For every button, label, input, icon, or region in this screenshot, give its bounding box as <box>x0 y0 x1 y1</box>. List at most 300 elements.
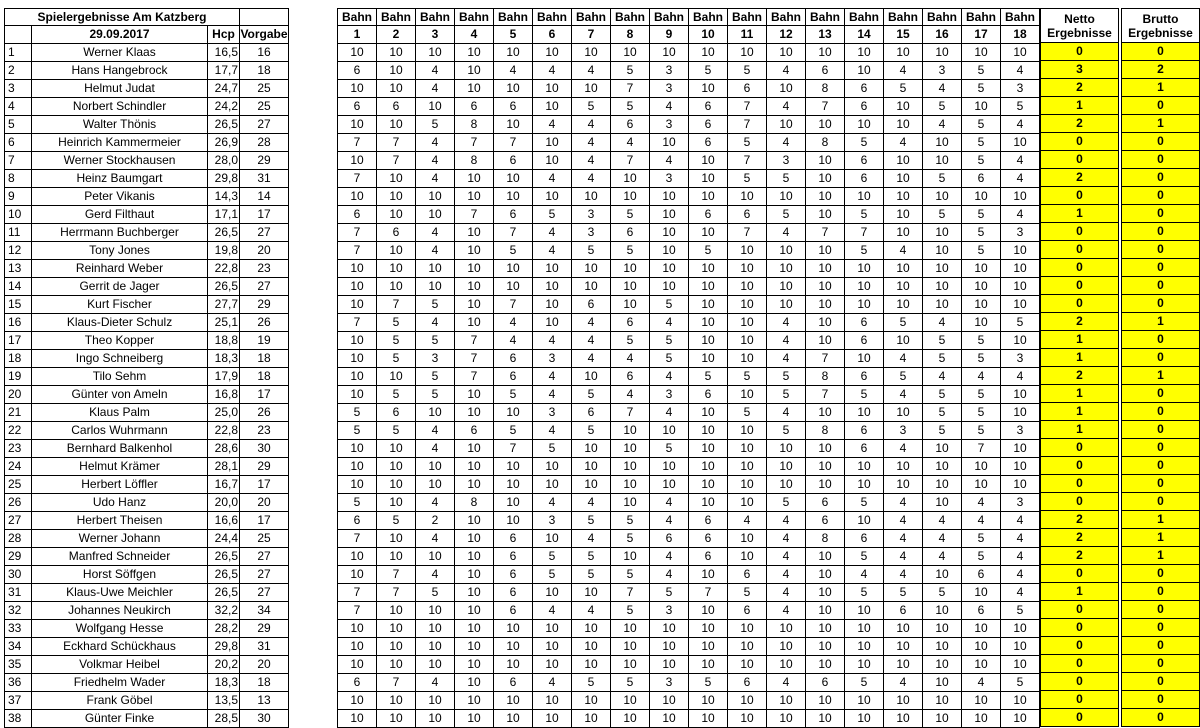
result-row <box>1041 313 1200 331</box>
hole-score: 4 <box>650 98 689 116</box>
player-hcp: 27,7 <box>208 296 240 314</box>
player-hcp: 16,5 <box>208 44 240 62</box>
hole-score: 10 <box>962 584 1001 602</box>
column-gap <box>289 188 338 206</box>
hole-score: 7 <box>338 134 377 152</box>
hole-score: 10 <box>611 170 650 188</box>
hole-score: 5 <box>611 242 650 260</box>
netto-result: 1 <box>1041 583 1119 601</box>
hole-score: 5 <box>1001 98 1040 116</box>
hole-score: 10 <box>494 44 533 62</box>
bahn-header: Bahn <box>611 9 650 26</box>
column-gap <box>289 368 338 386</box>
hole-score: 10 <box>338 566 377 584</box>
hole-score: 10 <box>689 260 728 278</box>
hole-number-header: 9 <box>650 26 689 44</box>
hole-score: 10 <box>416 188 455 206</box>
hole-score: 10 <box>884 476 923 494</box>
player-hcp: 26,5 <box>208 566 240 584</box>
player-hcp: 29,8 <box>208 170 240 188</box>
hole-score: 10 <box>689 314 728 332</box>
hole-number-header: 2 <box>377 26 416 44</box>
hole-score: 4 <box>923 512 962 530</box>
hole-score: 5 <box>377 350 416 368</box>
brutto-result: 2 <box>1122 61 1200 79</box>
results-table <box>1040 8 1200 727</box>
column-gap <box>289 422 338 440</box>
hole-score: 3 <box>923 62 962 80</box>
hole-score: 10 <box>884 260 923 278</box>
hole-score: 10 <box>884 638 923 656</box>
result-row <box>1041 43 1200 61</box>
player-row <box>5 404 1040 422</box>
hole-score: 5 <box>611 98 650 116</box>
hole-score: 6 <box>845 368 884 386</box>
hole-score: 6 <box>494 152 533 170</box>
hole-score: 5 <box>728 368 767 386</box>
hole-score: 4 <box>923 368 962 386</box>
hole-score: 10 <box>962 98 1001 116</box>
hole-score: 5 <box>962 62 1001 80</box>
column-gap <box>289 404 338 422</box>
player-number: 32 <box>5 602 32 620</box>
player-hcp: 24,2 <box>208 98 240 116</box>
hole-score: 10 <box>806 584 845 602</box>
hole-score: 10 <box>689 332 728 350</box>
hole-score: 6 <box>845 170 884 188</box>
hole-score: 8 <box>806 134 845 152</box>
result-row <box>1041 241 1200 259</box>
player-row <box>5 242 1040 260</box>
hole-score: 10 <box>338 692 377 710</box>
hole-score: 5 <box>962 332 1001 350</box>
hole-score: 4 <box>533 170 572 188</box>
player-number: 14 <box>5 278 32 296</box>
column-gap <box>289 530 338 548</box>
hole-score: 6 <box>338 674 377 692</box>
hole-score: 6 <box>845 152 884 170</box>
hole-score: 6 <box>377 98 416 116</box>
player-hcp: 19,8 <box>208 242 240 260</box>
player-number: 17 <box>5 332 32 350</box>
result-row <box>1041 223 1200 241</box>
hole-score: 4 <box>416 314 455 332</box>
player-number: 31 <box>5 584 32 602</box>
hole-score: 5 <box>728 584 767 602</box>
player-vorgabe: 27 <box>240 584 289 602</box>
hole-score: 5 <box>845 548 884 566</box>
brutto-result: 0 <box>1122 565 1200 583</box>
hole-score: 10 <box>1001 440 1040 458</box>
hole-score: 10 <box>845 476 884 494</box>
hole-score: 5 <box>650 296 689 314</box>
hole-score: 10 <box>416 602 455 620</box>
netto-result: 0 <box>1041 637 1119 655</box>
player-row <box>5 188 1040 206</box>
brutto-result: 0 <box>1122 277 1200 295</box>
hole-score: 5 <box>923 404 962 422</box>
hole-score: 10 <box>1001 476 1040 494</box>
hole-score: 6 <box>650 530 689 548</box>
hole-score: 10 <box>494 80 533 98</box>
hole-score: 5 <box>962 422 1001 440</box>
hole-score: 4 <box>1001 368 1040 386</box>
hole-score: 4 <box>923 548 962 566</box>
netto-result: 0 <box>1041 133 1119 151</box>
result-row <box>1041 151 1200 169</box>
hole-score: 10 <box>494 710 533 728</box>
hole-score: 10 <box>884 620 923 638</box>
hole-score: 6 <box>845 332 884 350</box>
hole-score: 6 <box>806 62 845 80</box>
hole-score: 5 <box>338 494 377 512</box>
player-vorgabe: 25 <box>240 530 289 548</box>
hole-score: 5 <box>611 602 650 620</box>
hole-score: 10 <box>533 44 572 62</box>
player-row <box>5 584 1040 602</box>
netto-result: 0 <box>1041 565 1119 583</box>
header-row-1 <box>5 9 1040 26</box>
player-vorgabe: 17 <box>240 476 289 494</box>
hole-score: 10 <box>806 206 845 224</box>
player-vorgabe: 25 <box>240 98 289 116</box>
hole-score: 10 <box>884 692 923 710</box>
hole-score: 10 <box>845 296 884 314</box>
hole-score: 8 <box>806 422 845 440</box>
hole-score: 5 <box>572 566 611 584</box>
brutto-header-line-2: Ergebnisse <box>1128 25 1193 40</box>
hole-score: 10 <box>650 620 689 638</box>
hole-score: 4 <box>533 332 572 350</box>
hole-score: 10 <box>494 170 533 188</box>
hole-score: 6 <box>689 98 728 116</box>
hole-score: 6 <box>689 548 728 566</box>
hole-score: 10 <box>1001 296 1040 314</box>
hole-score: 10 <box>650 134 689 152</box>
hole-score: 5 <box>962 350 1001 368</box>
result-row <box>1041 61 1200 79</box>
netto-result: 0 <box>1041 673 1119 691</box>
brutto-result: 0 <box>1122 691 1200 709</box>
hole-score: 5 <box>962 548 1001 566</box>
hole-score: 10 <box>533 692 572 710</box>
hole-score: 6 <box>845 314 884 332</box>
header-vorgabe: Vorgabe <box>240 26 289 44</box>
hole-score: 10 <box>923 278 962 296</box>
hole-score: 10 <box>338 152 377 170</box>
hole-score: 10 <box>806 170 845 188</box>
player-hcp: 26,5 <box>208 116 240 134</box>
hole-score: 6 <box>377 404 416 422</box>
hole-score: 4 <box>533 674 572 692</box>
hole-score: 4 <box>884 512 923 530</box>
hole-score: 10 <box>1001 44 1040 62</box>
hole-score: 3 <box>650 170 689 188</box>
result-row <box>1041 169 1200 187</box>
hole-score: 10 <box>416 458 455 476</box>
player-number: 36 <box>5 674 32 692</box>
hole-score: 7 <box>377 566 416 584</box>
hole-score: 6 <box>806 674 845 692</box>
brutto-result: 0 <box>1122 619 1200 637</box>
hole-score: 4 <box>416 674 455 692</box>
result-row <box>1041 547 1200 565</box>
hole-score: 6 <box>962 566 1001 584</box>
hole-score: 4 <box>767 512 806 530</box>
hole-score: 4 <box>416 494 455 512</box>
hole-score: 6 <box>689 530 728 548</box>
column-gap <box>289 224 338 242</box>
brutto-result: 0 <box>1122 583 1200 601</box>
hole-score: 10 <box>884 296 923 314</box>
netto-header <box>1041 9 1119 43</box>
hole-score: 4 <box>767 350 806 368</box>
hole-score: 10 <box>533 152 572 170</box>
hole-score: 10 <box>377 260 416 278</box>
hole-score: 10 <box>767 44 806 62</box>
player-number: 21 <box>5 404 32 422</box>
hole-score: 5 <box>923 584 962 602</box>
hole-score: 10 <box>494 188 533 206</box>
player-number: 4 <box>5 98 32 116</box>
hole-score: 5 <box>728 170 767 188</box>
hole-score: 6 <box>806 512 845 530</box>
brutto-result: 0 <box>1122 187 1200 205</box>
hole-score: 4 <box>416 566 455 584</box>
player-hcp: 20,0 <box>208 494 240 512</box>
bahn-header: Bahn <box>455 9 494 26</box>
hole-score: 10 <box>728 440 767 458</box>
player-row <box>5 350 1040 368</box>
netto-result: 2 <box>1041 511 1119 529</box>
player-vorgabe: 26 <box>240 314 289 332</box>
player-name: Werner Johann <box>32 530 208 548</box>
hole-score: 4 <box>767 566 806 584</box>
player-name: Helmut Krämer <box>32 458 208 476</box>
hole-score: 10 <box>845 692 884 710</box>
hole-score: 10 <box>845 458 884 476</box>
hole-score: 10 <box>923 638 962 656</box>
hole-score: 4 <box>767 548 806 566</box>
hole-score: 7 <box>338 584 377 602</box>
hole-score: 5 <box>767 368 806 386</box>
player-hcp: 28,6 <box>208 440 240 458</box>
hole-score: 10 <box>572 476 611 494</box>
hole-score: 10 <box>494 494 533 512</box>
player-hcp: 32,2 <box>208 602 240 620</box>
hole-score: 4 <box>533 602 572 620</box>
brutto-header-line-1: Brutto <box>1142 11 1179 26</box>
hole-score: 10 <box>689 476 728 494</box>
hole-score: 10 <box>455 674 494 692</box>
hole-score: 10 <box>845 602 884 620</box>
brutto-result: 0 <box>1122 637 1200 655</box>
hole-score: 10 <box>572 260 611 278</box>
hole-score: 10 <box>533 98 572 116</box>
hole-score: 10 <box>533 710 572 728</box>
player-name: Friedhelm Wader <box>32 674 208 692</box>
result-row <box>1041 655 1200 673</box>
player-number: 3 <box>5 80 32 98</box>
player-number: 6 <box>5 134 32 152</box>
player-vorgabe: 29 <box>240 620 289 638</box>
hole-score: 10 <box>728 278 767 296</box>
hole-score: 4 <box>767 674 806 692</box>
player-name: Eckhard Schückhaus <box>32 638 208 656</box>
hole-score: 5 <box>962 80 1001 98</box>
player-hcp: 26,5 <box>208 548 240 566</box>
netto-result: 0 <box>1041 475 1119 493</box>
player-vorgabe: 29 <box>240 152 289 170</box>
bahn-header: Bahn <box>689 9 728 26</box>
hole-score: 5 <box>767 422 806 440</box>
hole-score: 4 <box>650 566 689 584</box>
netto-result: 0 <box>1041 295 1119 313</box>
hole-score: 10 <box>767 242 806 260</box>
netto-result: 0 <box>1041 709 1119 727</box>
hole-score: 4 <box>650 548 689 566</box>
hole-score: 4 <box>494 314 533 332</box>
player-row <box>5 512 1040 530</box>
hole-score: 10 <box>455 278 494 296</box>
hole-score: 4 <box>767 224 806 242</box>
bahn-header: Bahn <box>923 9 962 26</box>
hole-score: 6 <box>689 134 728 152</box>
bahn-header: Bahn <box>1001 9 1040 26</box>
column-gap <box>289 9 338 26</box>
hole-score: 10 <box>1001 332 1040 350</box>
hole-score: 10 <box>1001 638 1040 656</box>
hole-score: 10 <box>338 710 377 728</box>
hole-score: 6 <box>611 368 650 386</box>
player-name: Günter Finke <box>32 710 208 728</box>
hole-score: 4 <box>650 152 689 170</box>
hole-score: 10 <box>455 566 494 584</box>
hole-score: 4 <box>572 350 611 368</box>
hole-score: 10 <box>572 44 611 62</box>
player-vorgabe: 18 <box>240 368 289 386</box>
hole-score: 5 <box>923 386 962 404</box>
hole-score: 10 <box>650 206 689 224</box>
hole-score: 4 <box>416 152 455 170</box>
player-row <box>5 332 1040 350</box>
hole-score: 3 <box>533 404 572 422</box>
hole-score: 10 <box>377 278 416 296</box>
column-gap <box>289 638 338 656</box>
hole-score: 5 <box>650 584 689 602</box>
hole-score: 10 <box>1001 692 1040 710</box>
player-row <box>5 620 1040 638</box>
result-row <box>1041 691 1200 709</box>
hole-score: 10 <box>338 620 377 638</box>
hole-score: 10 <box>416 548 455 566</box>
hole-score: 5 <box>338 404 377 422</box>
hole-score: 4 <box>650 314 689 332</box>
hole-score: 10 <box>611 476 650 494</box>
hole-score: 10 <box>923 710 962 728</box>
hole-score: 4 <box>416 62 455 80</box>
player-number: 25 <box>5 476 32 494</box>
hole-score: 10 <box>572 620 611 638</box>
hole-number-header: 14 <box>845 26 884 44</box>
hole-score: 10 <box>650 692 689 710</box>
hole-score: 10 <box>455 458 494 476</box>
player-hcp: 17,7 <box>208 62 240 80</box>
hole-score: 3 <box>650 602 689 620</box>
player-row <box>5 422 1040 440</box>
brutto-result: 0 <box>1122 655 1200 673</box>
player-hcp: 14,3 <box>208 188 240 206</box>
hole-score: 5 <box>923 350 962 368</box>
player-row <box>5 530 1040 548</box>
hole-score: 10 <box>572 278 611 296</box>
brutto-result: 0 <box>1122 295 1200 313</box>
player-vorgabe: 30 <box>240 710 289 728</box>
hole-score: 5 <box>611 332 650 350</box>
hole-score: 4 <box>923 314 962 332</box>
hole-score: 10 <box>377 602 416 620</box>
netto-result: 0 <box>1041 241 1119 259</box>
hole-score: 7 <box>728 224 767 242</box>
hole-score: 10 <box>806 116 845 134</box>
hole-score: 10 <box>806 314 845 332</box>
hole-score: 6 <box>377 224 416 242</box>
hole-score: 10 <box>377 548 416 566</box>
column-gap <box>289 620 338 638</box>
hole-score: 6 <box>689 386 728 404</box>
hole-score: 4 <box>572 116 611 134</box>
hole-score: 10 <box>728 494 767 512</box>
hole-score: 10 <box>611 494 650 512</box>
hole-number-header: 17 <box>962 26 1001 44</box>
hole-score: 10 <box>611 422 650 440</box>
hole-score: 5 <box>533 440 572 458</box>
hole-score: 10 <box>416 260 455 278</box>
brutto-result: 1 <box>1122 511 1200 529</box>
hole-score: 5 <box>962 530 1001 548</box>
hole-score: 5 <box>572 422 611 440</box>
brutto-result: 0 <box>1122 133 1200 151</box>
hole-score: 10 <box>533 476 572 494</box>
netto-result: 0 <box>1041 223 1119 241</box>
brutto-result: 0 <box>1122 241 1200 259</box>
player-name: Klaus Palm <box>32 404 208 422</box>
hole-score: 5 <box>377 314 416 332</box>
hole-score: 7 <box>611 80 650 98</box>
hole-score: 10 <box>728 296 767 314</box>
netto-result: 0 <box>1041 493 1119 511</box>
player-row <box>5 80 1040 98</box>
player-number: 38 <box>5 710 32 728</box>
hole-score: 10 <box>416 656 455 674</box>
hole-score: 10 <box>611 638 650 656</box>
player-name: Bernhard Balkenhol <box>32 440 208 458</box>
hole-score: 4 <box>416 134 455 152</box>
hole-score: 10 <box>572 80 611 98</box>
hole-score: 7 <box>494 296 533 314</box>
result-row <box>1041 421 1200 439</box>
player-vorgabe: 29 <box>240 458 289 476</box>
hole-number-header: 16 <box>923 26 962 44</box>
hole-score: 7 <box>962 440 1001 458</box>
hole-score: 7 <box>494 440 533 458</box>
hole-score: 5 <box>572 548 611 566</box>
hole-score: 10 <box>416 98 455 116</box>
hole-score: 4 <box>1001 152 1040 170</box>
result-row <box>1041 475 1200 493</box>
player-hcp: 13,5 <box>208 692 240 710</box>
hole-score: 5 <box>845 674 884 692</box>
